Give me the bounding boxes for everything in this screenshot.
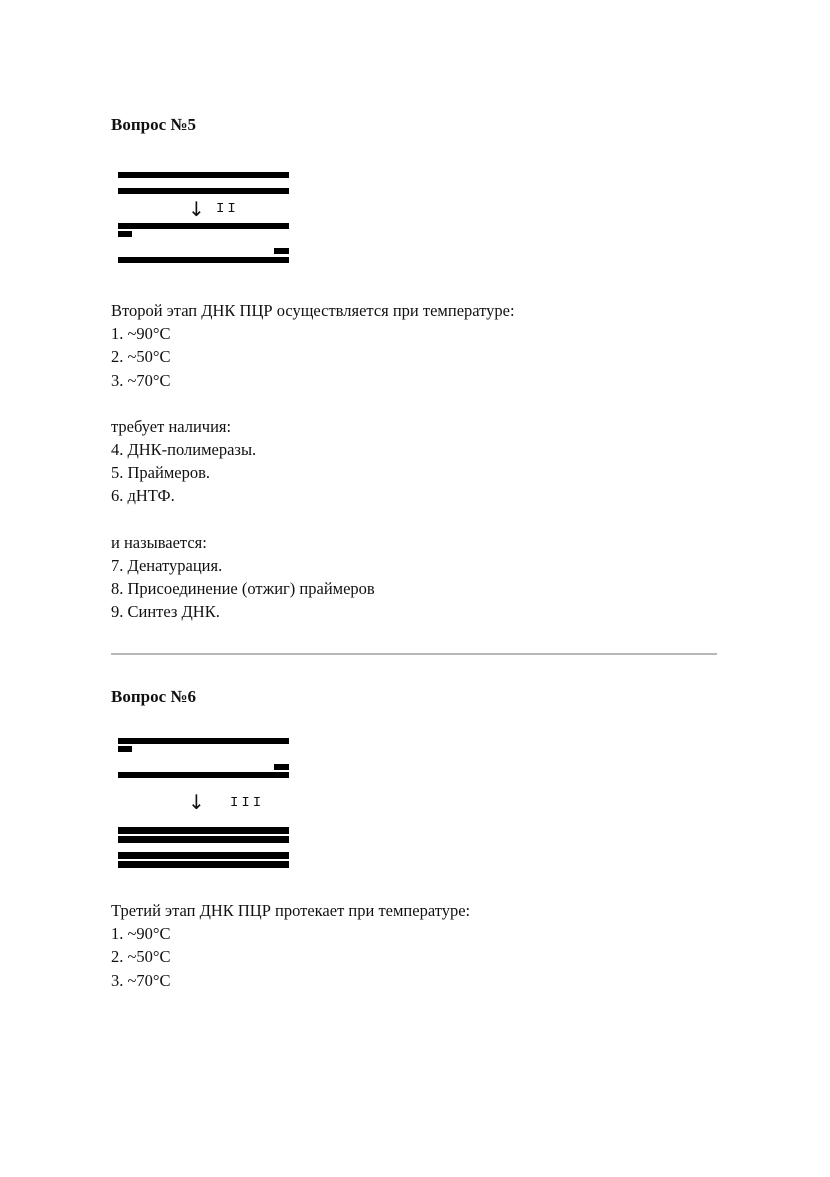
primer-right	[274, 248, 289, 254]
new-strand	[118, 852, 289, 859]
answer-option: 7. Денатурация.	[111, 555, 223, 575]
answer-option: 2. ~50°C	[111, 347, 171, 367]
question-5-text	[111, 299, 515, 623]
question-stem: Третий этап ДНК ПЦР протекает при температуре:	[111, 901, 471, 920]
answer-option: 1. ~90°C	[111, 924, 171, 944]
answer-option: 3. ~70°C	[111, 970, 171, 990]
answer-option: 9. Синтез ДНК.	[111, 602, 220, 622]
question-stem: Второй этап ДНК ПЦР осуществляется при температуре:	[111, 301, 515, 320]
dna-strand-top	[118, 223, 289, 229]
answer-option: 8. Присоединение (отжиг) праймеров	[111, 579, 375, 599]
primer-left	[118, 231, 132, 237]
answer-option: 6. дНТФ.	[111, 486, 175, 506]
section-label: и называется:	[111, 532, 207, 552]
answer-option: 2. ~50°C	[111, 947, 171, 967]
stage-label: III	[230, 795, 265, 811]
dna-strand-top	[118, 827, 289, 834]
question-6-heading: Вопрос №6	[111, 687, 196, 706]
section-divider	[111, 653, 717, 655]
dna-strand-top	[118, 738, 289, 744]
answer-option: 3. ~70°C	[111, 370, 171, 390]
dna-strand-bottom	[118, 257, 289, 263]
answer-option: 5. Праймеров.	[111, 463, 210, 483]
answer-option: 4. ДНК-полимеразы.	[111, 440, 257, 460]
answer-option: 1. ~90°C	[111, 324, 171, 344]
primer-left	[118, 746, 132, 752]
question-5-heading: Вопрос №5	[111, 115, 196, 134]
down-arrow-icon: ↓	[188, 197, 205, 221]
section-label: требует наличия:	[111, 416, 232, 436]
question-6-text	[111, 899, 470, 992]
down-arrow-icon: ↓	[188, 790, 205, 814]
new-strand	[118, 836, 289, 843]
dna-strand-bottom	[118, 861, 289, 868]
dna-strand-bottom	[118, 188, 289, 194]
dna-strand-top	[118, 172, 289, 178]
primer-right	[274, 764, 289, 770]
stage-label: II	[216, 201, 239, 217]
dna-strand-bottom	[118, 772, 289, 778]
